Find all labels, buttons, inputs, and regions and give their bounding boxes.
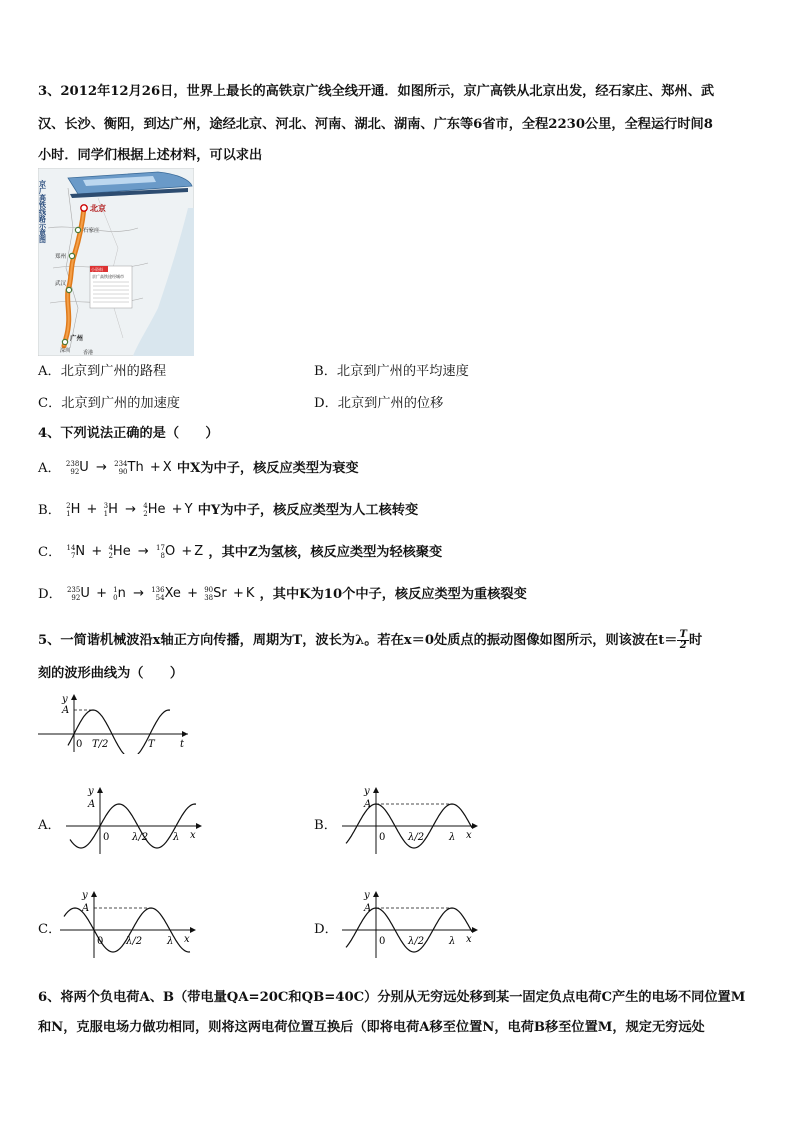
axis-label-y: y: [88, 786, 94, 797]
x-axis-arrow: [472, 927, 478, 933]
amplitude-label: A: [82, 903, 90, 914]
nuclide-he4: 4 2 He: [108, 544, 131, 560]
q4-option-c-label: C．: [38, 544, 62, 560]
tick-label-lambda-half: λ/2: [126, 936, 143, 947]
nuclide-u235: 235 92 U: [66, 586, 90, 602]
tick-label-lambda: λ: [167, 936, 174, 947]
nuclide-n14: 14 7 N: [66, 544, 86, 560]
x-axis-arrow: [190, 927, 196, 933]
particle-y: Y: [184, 502, 193, 518]
origin-label: 0: [103, 832, 110, 843]
q3-map-city-label: 香港: [83, 350, 94, 356]
tick-label-lambda-half: λ/2: [408, 832, 425, 843]
nuclide-he4: 4 2 He: [143, 502, 166, 518]
q3-route-map-figure: [38, 168, 194, 356]
q6-stem-line2: 和N，克服电场力做功相同，则将这两电荷位置互换后（即将电荷A移至位置N，电荷B移至位置M，规定无穷远处: [38, 1020, 705, 1035]
q5-option-a[interactable]: A．: [38, 818, 61, 833]
y-axis-arrow: [373, 891, 379, 897]
axis-label-y: y: [62, 694, 68, 705]
y-axis-arrow: [97, 787, 103, 793]
q3-option-d[interactable]: D．北京到广州的位移: [314, 396, 444, 411]
reaction-arrow: →: [125, 502, 137, 518]
nuclide-sr90: 90 38 Sr: [204, 586, 227, 602]
amplitude-label: A: [88, 799, 96, 810]
q3-map-legend-subtitle: 京广高铁途经城市: [92, 274, 124, 279]
q5-option-d[interactable]: D．: [314, 922, 338, 937]
tick-label-lambda: λ: [173, 832, 180, 843]
q5-option-b[interactable]: B．: [314, 818, 337, 833]
q4-option-c-text: ，其中Z为氢核，核反应类型为轻核聚变: [208, 544, 443, 560]
axis-label-x: x: [466, 934, 472, 945]
particle-z: Z: [194, 544, 204, 560]
y-axis-arrow: [373, 787, 379, 793]
q4-option-b-label: B．: [38, 502, 61, 518]
q3-option-c[interactable]: C．北京到广州的加速度: [38, 396, 180, 411]
q4-option-d-text: ，其中K为10个中子，核反应类型为重核裂变: [259, 586, 527, 602]
nuclide-h3: 3 1 H: [103, 502, 118, 518]
nuclide-h2: 2 1 H: [66, 502, 81, 518]
q5-option-a-graph[interactable]: [66, 784, 206, 856]
axis-label-t: t: [180, 739, 185, 750]
q4-option-d-label: D．: [38, 586, 62, 602]
axis-label-y: y: [364, 786, 370, 797]
reaction-arrow: →: [96, 460, 107, 476]
q3-option-b[interactable]: B．北京到广州的平均速度: [314, 364, 469, 379]
y-axis-arrow: [91, 891, 97, 897]
axis-label-x: x: [190, 830, 196, 841]
reaction-arrow: →: [133, 586, 144, 602]
q3-stem-line3: 小时．同学们根据上述材料，可以求出: [38, 148, 263, 163]
q4-option-d[interactable]: D． 235 92 U + 1 0 n → 136 54 Xe + 90 38 Sr + K ，其中K为10个中子，核反应类型为重核裂变: [38, 584, 527, 605]
q4-option-c[interactable]: C． 14 7 N + 4 2 He → 17 8 O + Z ，其中Z为氢核，核反应类型为轻核聚变: [38, 542, 442, 563]
q5-option-c-graph[interactable]: [60, 888, 200, 960]
q3-map-city-label: 郑州: [55, 254, 67, 260]
q3-map-city-label: 武汉: [55, 281, 67, 287]
q6-stem-line1: 6、将两个负电荷A、B（带电量QA=20C和QB=40C）分别从无穷远处移到某一固定负点电荷C产生的电场不同位置M: [38, 990, 746, 1005]
origin-label: 0: [76, 739, 83, 750]
q4-option-b[interactable]: B． 2 1 H + 3 1 H → 4 2 He + Y 中Y为中子，核反应类型为人工核转变: [38, 500, 418, 521]
axis-label-y: y: [364, 890, 370, 901]
amplitude-label: A: [364, 799, 372, 810]
nuclide-o17: 17 8 O: [156, 544, 176, 560]
q3-map-city-label: 石家庄: [83, 228, 100, 234]
particle-k: K: [245, 586, 255, 602]
amplitude-label: A: [62, 705, 70, 716]
q3-option-a[interactable]: A．北京到广州的路程: [38, 364, 167, 379]
q5-stem-line1: 5、一简谐机械波沿x轴正方向传播，周期为T，波长为λ。若在x＝0处质点的振动图像如图所示，则该波在t＝ $\frac{T}{2}$ 时: [38, 629, 703, 651]
q3-map-city-label: 北京: [90, 203, 106, 213]
q5-stem-text: 5、一简谐机械波沿x轴正方向传播，周期为T，波长为λ。若在x＝0处质点的振动图像如图所示，则该波在t＝: [38, 633, 678, 648]
q3-stem-line2: 汉、长沙、衡阳，到达广州，途经北京、河北、河南、湖北、湖南、广东等6省市，全程2230公里，全程运行时间8: [38, 117, 713, 132]
q4-option-a-text: 中X为中子，核反应类型为衰变: [176, 460, 359, 476]
q5-stem-line2: 刻的波形曲线为（ ）: [38, 666, 184, 681]
q4-option-b-text: 中Y为中子，核反应类型为人工核转变: [197, 502, 419, 518]
x-axis-arrow: [196, 823, 202, 829]
q4-option-a-label: A．: [38, 460, 61, 476]
axis-label-x: x: [184, 934, 190, 945]
q4-option-a[interactable]: A． 238 92 U → 234 90 Th + X 中X为中子，核反应类型为衰变: [38, 458, 359, 479]
amplitude-label: A: [364, 903, 372, 914]
q5-option-c[interactable]: C．: [38, 922, 62, 937]
tick-label-lambda: λ: [449, 936, 456, 947]
q3-map-city-label: 深圳: [60, 348, 71, 354]
tick-label-lambda-half: λ/2: [132, 832, 149, 843]
tick-label-lambda: λ: [449, 832, 456, 843]
nuclide-neutron: 1 0 n: [113, 586, 126, 602]
axis-label-x: x: [466, 830, 472, 841]
tick-label-t: T: [148, 739, 155, 750]
q5-option-d-graph[interactable]: [342, 888, 482, 960]
nuclide-th234: 234 90 Th: [114, 460, 144, 476]
q3-map-side-title: 京广高铁线路示意图: [38, 180, 48, 243]
q3-map-city-label: 广州: [70, 334, 83, 342]
origin-label: 0: [379, 832, 386, 843]
origin-label: 0: [379, 936, 386, 947]
nuclide-u238: 238 92 U: [65, 460, 89, 476]
tick-label-t-half: T/2: [92, 739, 109, 750]
q4-stem: 4、下列说法正确的是（ ）: [38, 426, 219, 441]
reaction-arrow: →: [137, 544, 149, 560]
q3-map-legend-title: 小资料: [91, 267, 103, 272]
nuclide-xe136: 136 54 Xe: [151, 586, 181, 602]
origin-label: 0: [97, 936, 104, 947]
q5-vibration-graph: [38, 692, 198, 754]
q5-option-b-graph[interactable]: [342, 784, 482, 856]
tick-label-lambda-half: λ/2: [408, 936, 425, 947]
axis-label-y: y: [82, 890, 88, 901]
q3-stem-line1: 3、2012年12月26日，世界上最长的高铁京广线全线开通．如图所示，京广高铁从北京出发，经石家庄、郑州、武: [38, 84, 715, 99]
particle-x: X: [162, 460, 172, 476]
q5-fraction-t-over-2: $\frac{T}{2}$: [679, 629, 687, 651]
x-axis-arrow: [472, 823, 478, 829]
